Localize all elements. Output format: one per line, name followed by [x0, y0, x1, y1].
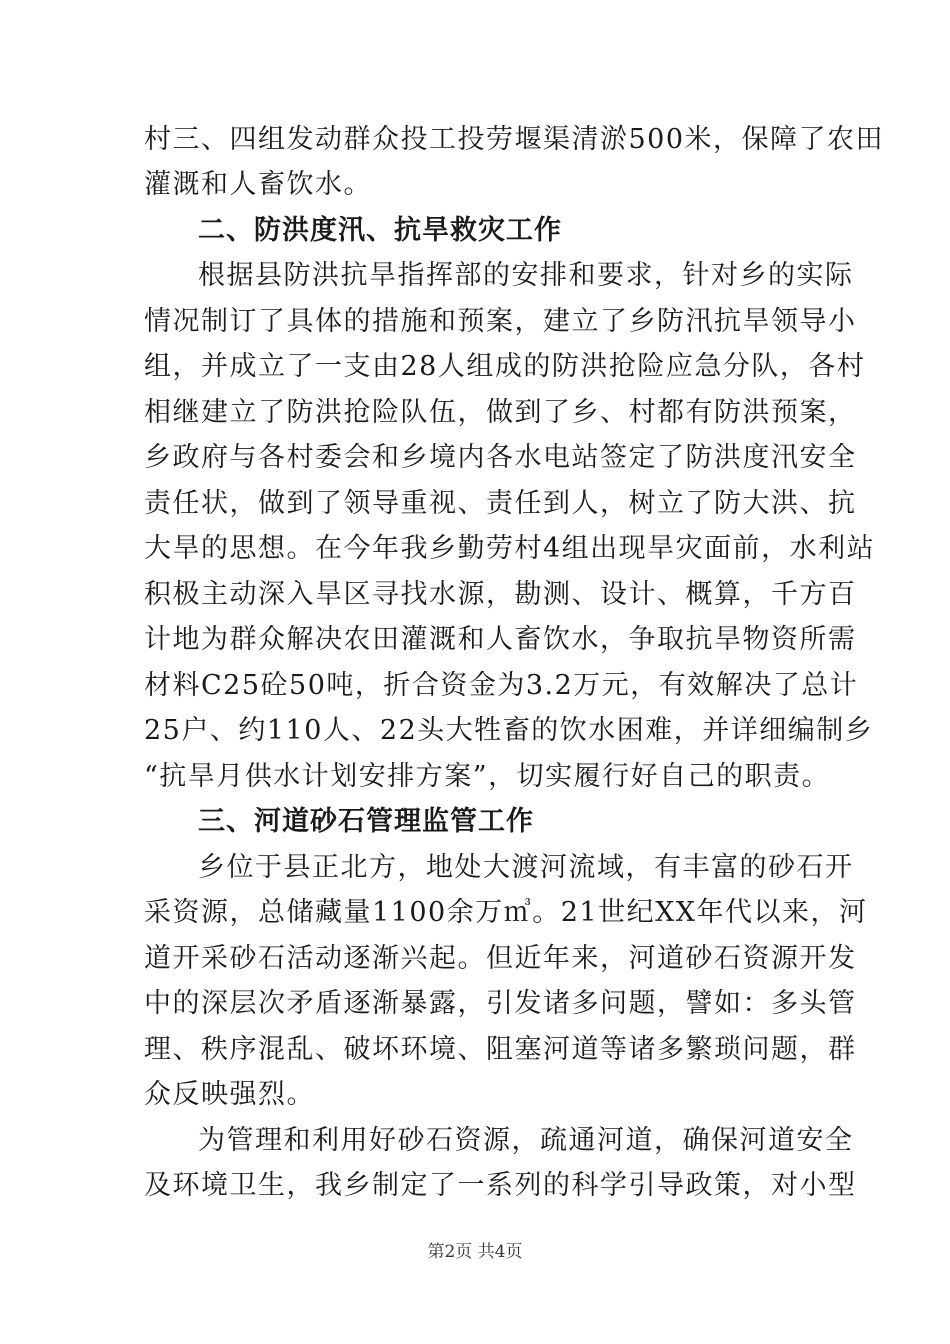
paragraph-line: 理、秩序混乱、破坏环境、阻塞河道等诸多繁琐问题，群: [144, 1034, 857, 1065]
paragraph-line: 乡位于县正北方，地处大渡河流域，有丰富的砂石开: [198, 852, 854, 883]
paragraph-line: 计地为群众解决农田灌溉和人畜饮水，争取抗旱物资所需: [144, 624, 857, 655]
paragraph-line: 采资源，总储藏量1100余万㎥。21世纪XX年代以来，河: [144, 897, 868, 928]
paragraph-line: 及环境卫生，我乡制定了一系列的科学引导政策，对小型: [144, 1170, 857, 1201]
paragraph-line: 中的深层次矛盾逐渐暴露，引发诸多问题，譬如：多头管: [144, 988, 857, 1019]
paragraph-line: 责任状，做到了领导重视、责任到人，树立了防大洪、抗: [144, 488, 857, 519]
paragraph-line: 积极主动深入旱区寻找水源，勘测、设计、概算，千方百: [144, 579, 857, 610]
paragraph-line: 大旱的思想。在今年我乡勤劳村4组出现旱灾面前，水利站: [144, 533, 876, 564]
paragraph-line: 众反映强烈。: [144, 1079, 315, 1110]
paragraph-line: 情况制订了具体的措施和预案，建立了乡防汛抗旱领导小: [144, 306, 857, 337]
page-number: 第2页 共4页: [427, 1242, 523, 1262]
paragraph-line: 道开采砂石活动逐渐兴起。但近年来，河道砂石资源开发: [144, 943, 857, 974]
paragraph-line: “抗旱月供水计划安排方案”，切实履行好自己的职责。: [144, 761, 831, 792]
section-heading: 二、防洪度汛、抗旱救灾工作: [198, 215, 562, 246]
paragraph-line: 相继建立了防洪抢险队伍，做到了乡、村都有防洪预案，: [144, 397, 857, 428]
section-heading: 三、河道砂石管理监管工作: [198, 806, 534, 837]
paragraph-line: 根据县防洪抗旱指挥部的安排和要求，针对乡的实际: [198, 260, 854, 291]
paragraph-line: 材料C25砼50吨，折合资金为3.2万元，有效解决了总计: [144, 670, 859, 701]
paragraph-line: 组，并成立了一支由28人组成的防洪抢险应急分队，各村: [144, 351, 866, 382]
paragraph-line: 25户、约110人、22头大牲畜的饮水困难，并详细编制乡: [144, 715, 874, 746]
paragraph-line: 村三、四组发动群众投工投劳堰渠清淤500米，保障了农田: [144, 124, 885, 155]
paragraph-line: 灌溉和人畜饮水。: [144, 169, 372, 200]
paragraph-line: 为管理和利用好砂石资源，疏通河道，确保河道安全: [198, 1125, 854, 1156]
paragraph-line: 乡政府与各村委会和乡境内各水电站签定了防洪度汛安全: [144, 442, 857, 473]
